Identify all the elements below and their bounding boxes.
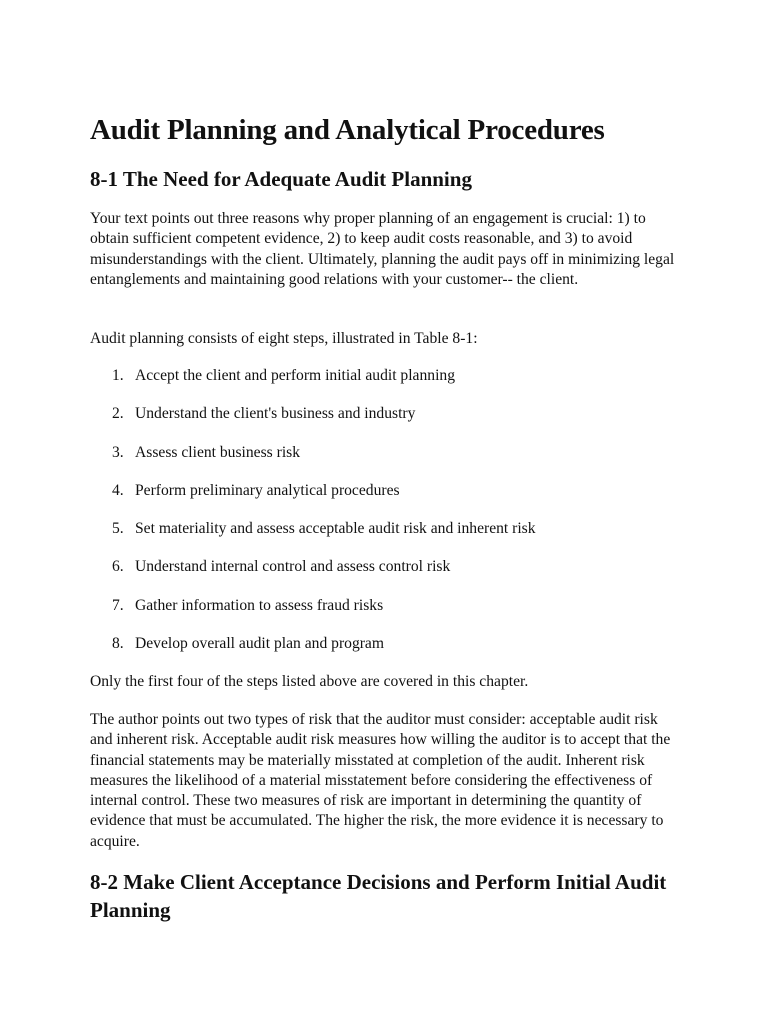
list-item-number: 6. [112, 558, 124, 576]
section-heading-8-1: 8-1 The Need for Adequate Audit Planning [90, 167, 472, 191]
list-item-number: 2. [112, 405, 124, 423]
list-item-number: 3. [112, 443, 124, 461]
list-item [90, 443, 680, 481]
list-item [90, 366, 680, 404]
intro-paragraph: Your text points out three reasons why proper planning of an engagement is crucial: 1) to obtain sufficient competent evidence, 2) to keep audit costs reasonable, and 3) to avoid misunderstandings with the client. Ultimately, planning the audit pays off in minimizing legal entanglements and maintaining good relations with your customer-- the client. [90, 210, 675, 288]
audit-planning-steps-list [90, 366, 680, 672]
list-item-text: Set materiality and assess acceptable audit risk and inherent risk [135, 520, 536, 538]
list-item-number: 5. [112, 520, 124, 538]
list-item [90, 481, 680, 519]
list-item-text: Understand internal control and assess control risk [135, 558, 451, 576]
list-item-number: 7. [112, 596, 124, 614]
list-item-text: Accept the client and perform initial audit planning [135, 367, 455, 384]
list-item [90, 557, 680, 595]
risk-types-paragraph: The author points out two types of risk that the auditor must consider: acceptable audit risk and inherent risk. Acceptable audit risk measures how willing the auditor is to accept that the financial statements may be materially misstated at completion of the audit. Inherent risk measures the likelihood of a material misstatement before considering the effectiveness of internal control. These two measures of risk are important in determining the quantity of evidence that must be accumulated. The higher the risk, the more evidence it is necessary to acquire. [90, 711, 671, 850]
list-item [90, 634, 680, 672]
list-item-text: Develop overall audit plan and program [135, 635, 384, 653]
list-item-text: Gather information to assess fraud risks [135, 596, 384, 614]
steps-intro-paragraph: Audit planning consists of eight steps, illustrated in Table 8-1: [90, 330, 478, 347]
section-heading-8-2: 8-2 Make Client Acceptance Decisions and Perform Initial Audit Planning [90, 870, 667, 922]
list-item [90, 404, 680, 442]
list-item [90, 519, 680, 557]
list-item-text: Understand the client's business and industry [135, 405, 416, 423]
document-title: Audit Planning and Analytical Procedures [90, 114, 605, 146]
list-item [90, 596, 680, 634]
list-item-text: Assess client business risk [135, 443, 301, 461]
list-item-number: 1. [112, 367, 124, 384]
list-item-number: 8. [112, 635, 124, 653]
steps-coverage-paragraph: Only the first four of the steps listed above are covered in this chapter. [90, 673, 529, 690]
list-item-number: 4. [112, 481, 124, 499]
list-item-text: Perform preliminary analytical procedures [135, 481, 400, 499]
